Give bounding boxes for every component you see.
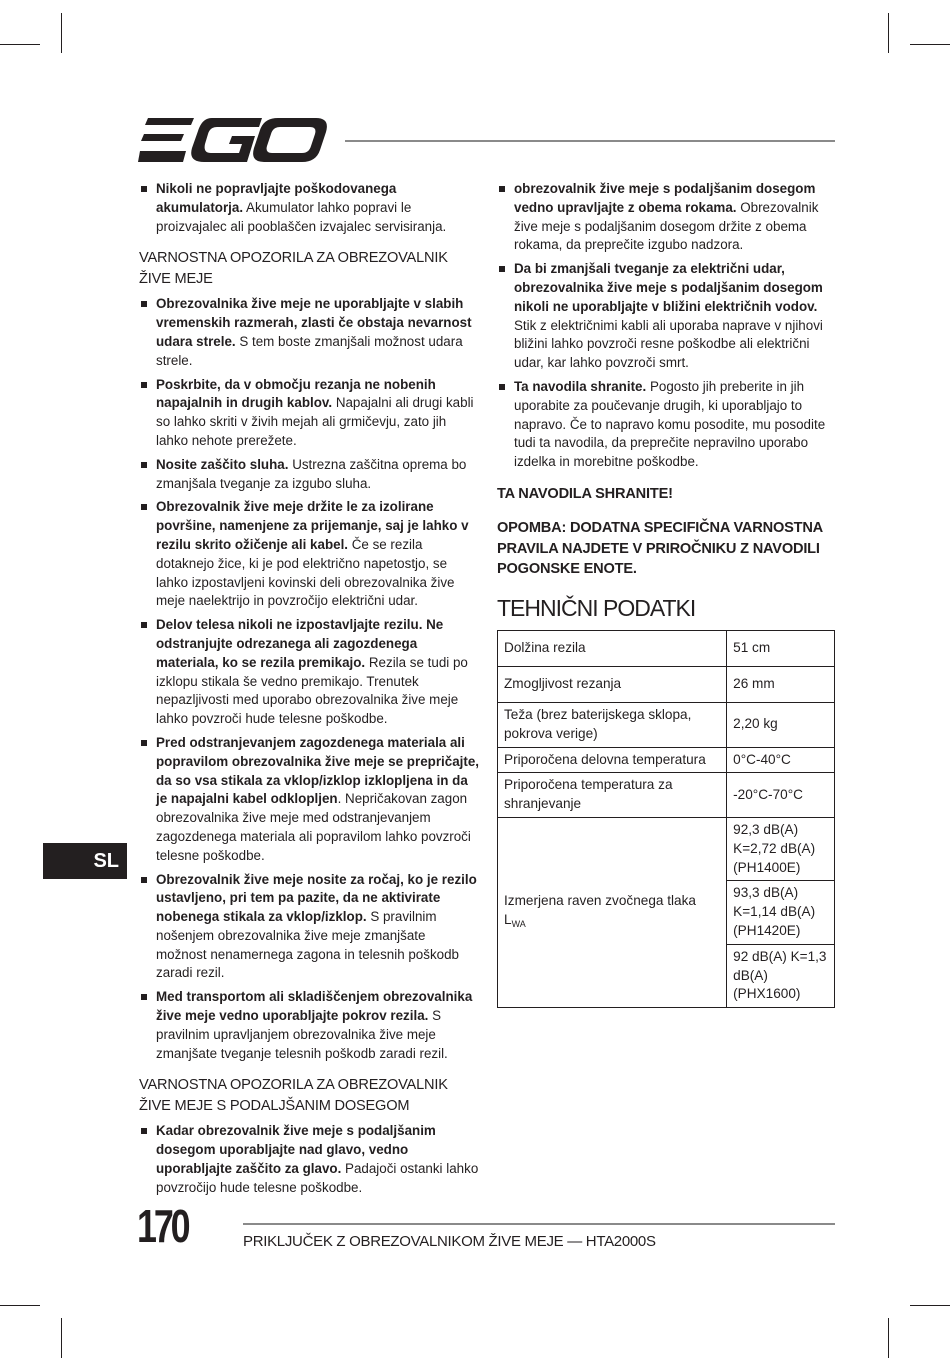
right-column bbox=[497, 180, 837, 1008]
item-bold: Nosite zaščito sluha. bbox=[156, 456, 289, 472]
item-text: Padajoči ostanki lahko povzročijo hude telesne poškodbe. bbox=[156, 1161, 479, 1195]
crop-mark bbox=[61, 1318, 62, 1358]
note-additional-rules: OPOMBA: DODATNA SPECIFIČNA VARNOSTNA PRAVILA NAJDETE V PRIROČNIKU Z NAVODILI POGONSKE ENOTE. bbox=[497, 520, 823, 578]
table-cell: 0°C-40°C bbox=[727, 747, 835, 773]
table-cell: Priporočena delovna temperatura bbox=[498, 747, 727, 773]
intro-list bbox=[139, 180, 479, 236]
ego-logo bbox=[138, 118, 328, 162]
crop-mark bbox=[910, 1305, 950, 1306]
item-bold: Ta navodila shranite. bbox=[514, 378, 647, 394]
list-item bbox=[139, 988, 479, 1063]
item-text: Stik z električnimi kabli ali uporaba naprave v njihovi bližini lahko povzroči resne poškodbe ali električni udar, kar lahko povzroči smrt. bbox=[514, 317, 823, 371]
list-item bbox=[139, 871, 479, 984]
list-item bbox=[139, 456, 479, 494]
footer-title: PRIKLJUČEK Z OBREZOVALNIKOM ŽIVE MEJE — HTA2000S bbox=[243, 1233, 656, 1250]
specs-title: TEHNIČNI PODATKI bbox=[497, 594, 696, 621]
page-number: 170 bbox=[137, 1200, 188, 1252]
item-text: Rezila se tudi po izklopu stikala še vedno premikajo. Trenutek nepazljivosti med uporabo obrezovalnika žive meje lahko povzroči hude telesne poškodbe. bbox=[156, 654, 468, 727]
table-cell: Dolžina rezila bbox=[498, 630, 727, 666]
table-cell: 92,3 dB(A) K=2,72 dB(A) (PH1400E) bbox=[727, 817, 835, 880]
crop-mark bbox=[0, 1305, 40, 1306]
item-bold: Obrezovalnik žive meje držite le za izolirane površine, namenjene za prijemanje, saj je lahko v rezilu skrito ožičenje ali kabel. bbox=[156, 499, 469, 552]
table-cell: 26 mm bbox=[727, 666, 835, 702]
table-row bbox=[498, 666, 835, 702]
footer-rule bbox=[243, 1223, 835, 1225]
item-text: S pravilnim upravljanjem obrezovalnika žive meje zmanjšate tveganje telesnih poškodb zaradi rezil. bbox=[156, 1008, 448, 1061]
item-bold: Obrezovalnik žive meje nosite za ročaj, ko je rezilo ustavljeno, pri tem pa pazite, da ne aktivirate nobenega stikala za vklop/izklop. bbox=[156, 871, 477, 925]
item-bold: Kadar obrezovalnik žive meje s podaljšanim dosegom uporabljajte nad glavo, vedno uporabljajte zaščito za glavo. bbox=[156, 1123, 436, 1177]
list-item bbox=[497, 180, 837, 255]
crop-mark bbox=[888, 13, 889, 53]
table-cell bbox=[498, 817, 727, 1007]
item-bold: obrezovalnik žive meje s podaljšanim dosegom vedno upravljajte z obema rokama. bbox=[514, 181, 816, 215]
table-row bbox=[498, 702, 835, 747]
list-item bbox=[139, 180, 479, 236]
list-item bbox=[497, 260, 837, 373]
crop-mark bbox=[61, 13, 62, 53]
list-item bbox=[139, 295, 479, 370]
table-cell: 93,3 dB(A) K=1,14 dB(A) (PH1420E) bbox=[727, 881, 835, 944]
crop-mark bbox=[910, 44, 950, 45]
item-text: S tem boste zmanjšali možnost udara strele. bbox=[156, 333, 463, 368]
save-instructions-notice: TA NAVODILA SHRANITE! bbox=[497, 485, 673, 502]
header-rule bbox=[345, 140, 835, 142]
table-cell: 51 cm bbox=[727, 630, 835, 666]
noise-label: Izmerjena raven zvočnega tlaka L bbox=[504, 892, 696, 927]
table-row bbox=[498, 747, 835, 773]
item-text: Obrezovalnik žive meje s podaljšanim dosegom držite z obema rokama, da preprečite izgubo nadzora. bbox=[514, 199, 819, 253]
safety-list bbox=[139, 295, 479, 1063]
item-text: Akumulator lahko popravi le proizvajalec ali pooblaščen izvajalec servisiranja. bbox=[156, 199, 447, 234]
extended-reach-list-continued bbox=[497, 180, 837, 472]
list-item bbox=[139, 376, 479, 451]
section-title-hedge-trimmer: VARNOSTNA OPOZORILA ZA OBREZOVALNIK ŽIVE MEJE bbox=[139, 250, 448, 287]
noise-label-subscript: WA bbox=[511, 918, 526, 929]
table-cell: 92 dB(A) K=1,3 dB(A) (PHX1600) bbox=[727, 944, 835, 1007]
crop-mark bbox=[0, 44, 40, 45]
item-text: S pravilnim nošenjem obrezovalnika žive meje zmanjšate možnost nenamernega zagona in telesnih poškodb zaradi rezil. bbox=[156, 909, 459, 981]
item-text: . Nepričakovan zagon obrezovalnika žive meje med odstranjevanjem zagozdenega materiala ali popravilom lahko povzroči telesne poškodbe. bbox=[156, 791, 471, 863]
table-cell: Priporočena temperatura za shranjevanje bbox=[498, 773, 727, 818]
item-bold: Med transportom ali skladiščenjem obrezovalnika žive meje vedno uporabljajte pokrov rezila. bbox=[156, 989, 473, 1024]
item-bold: Pred odstranjevanjem zagozdenega materiala ali popravilom obrezovalnika žive meje se prepričajte, da so vsa stikala za vklop/izklop izklopljena in da je napajalni kabel odklopljen bbox=[156, 734, 479, 807]
list-item bbox=[139, 734, 479, 866]
left-column bbox=[139, 180, 479, 1210]
crop-mark bbox=[888, 1318, 889, 1358]
item-bold: Delov telesa nikoli ne izpostavljajte rezilu. Ne odstranjujte odrezanega ali zagozdenega materiala, ko se rezila premikajo. bbox=[156, 617, 444, 670]
table-cell: Zmogljivost rezanja bbox=[498, 666, 727, 702]
list-item bbox=[139, 498, 479, 611]
item-bold: Nikoli ne popravljajte poškodovanega akumulatorja. bbox=[156, 181, 397, 215]
table-row bbox=[498, 630, 835, 666]
item-bold: Obrezovalnika žive meje ne uporabljajte v slabih vremenskih razmerah, zlasti če obstaja nevarnost udara strele. bbox=[156, 296, 472, 349]
item-bold: Da bi zmanjšali tveganje za električni udar, obrezovalnika žive meje s podaljšanim dosegom nikoli ne uporabljajte v bližini električnih vodov. bbox=[514, 261, 823, 314]
language-tab: SL bbox=[43, 843, 127, 879]
section-title-extended-reach: VARNOSTNA OPOZORILA ZA OBREZOVALNIK ŽIVE MEJE S PODALJŠANIM DOSEGOM bbox=[139, 1077, 448, 1114]
item-text: Napajalni ali drugi kabli so lahko skriti v živih mejah ali grmičevju, zato jih lahko nehote prerežete. bbox=[156, 395, 474, 448]
item-bold: Poskrbite, da v območju rezanja ne nobenih napajalnih in drugih kablov. bbox=[156, 376, 436, 411]
item-text: Ustrezna zaščitna oprema bo zmanjšala tveganje za izgubo sluha. bbox=[156, 456, 467, 491]
list-item bbox=[139, 616, 479, 729]
extended-reach-list bbox=[139, 1122, 479, 1197]
specs-table bbox=[497, 630, 835, 1008]
list-item bbox=[497, 378, 837, 472]
list-item bbox=[139, 1122, 479, 1197]
table-cell: Teža (brez baterijskega sklopa, pokrova verige) bbox=[498, 702, 727, 747]
item-text: Če se rezila dotaknejo žice, ki je pod električno napetostjo, se lahko izpostavljeni kovinski deli obrezovalnika žive meje naelektrijo in povzročijo električni udar. bbox=[156, 536, 455, 609]
table-cell: 2,20 kg bbox=[727, 702, 835, 747]
table-row bbox=[498, 817, 835, 880]
table-row bbox=[498, 773, 835, 818]
table-cell: -20°C-70°C bbox=[727, 773, 835, 818]
item-text: Pogosto jih preberite in jih uporabite za poučevanje drugih, ki uporabljajo to napravo. Če to napravo komu posodite, mu posodite tudi ta navodila, da preprečite nepravilno uporabo izdelka in morebitne poškodbe. bbox=[514, 378, 826, 470]
